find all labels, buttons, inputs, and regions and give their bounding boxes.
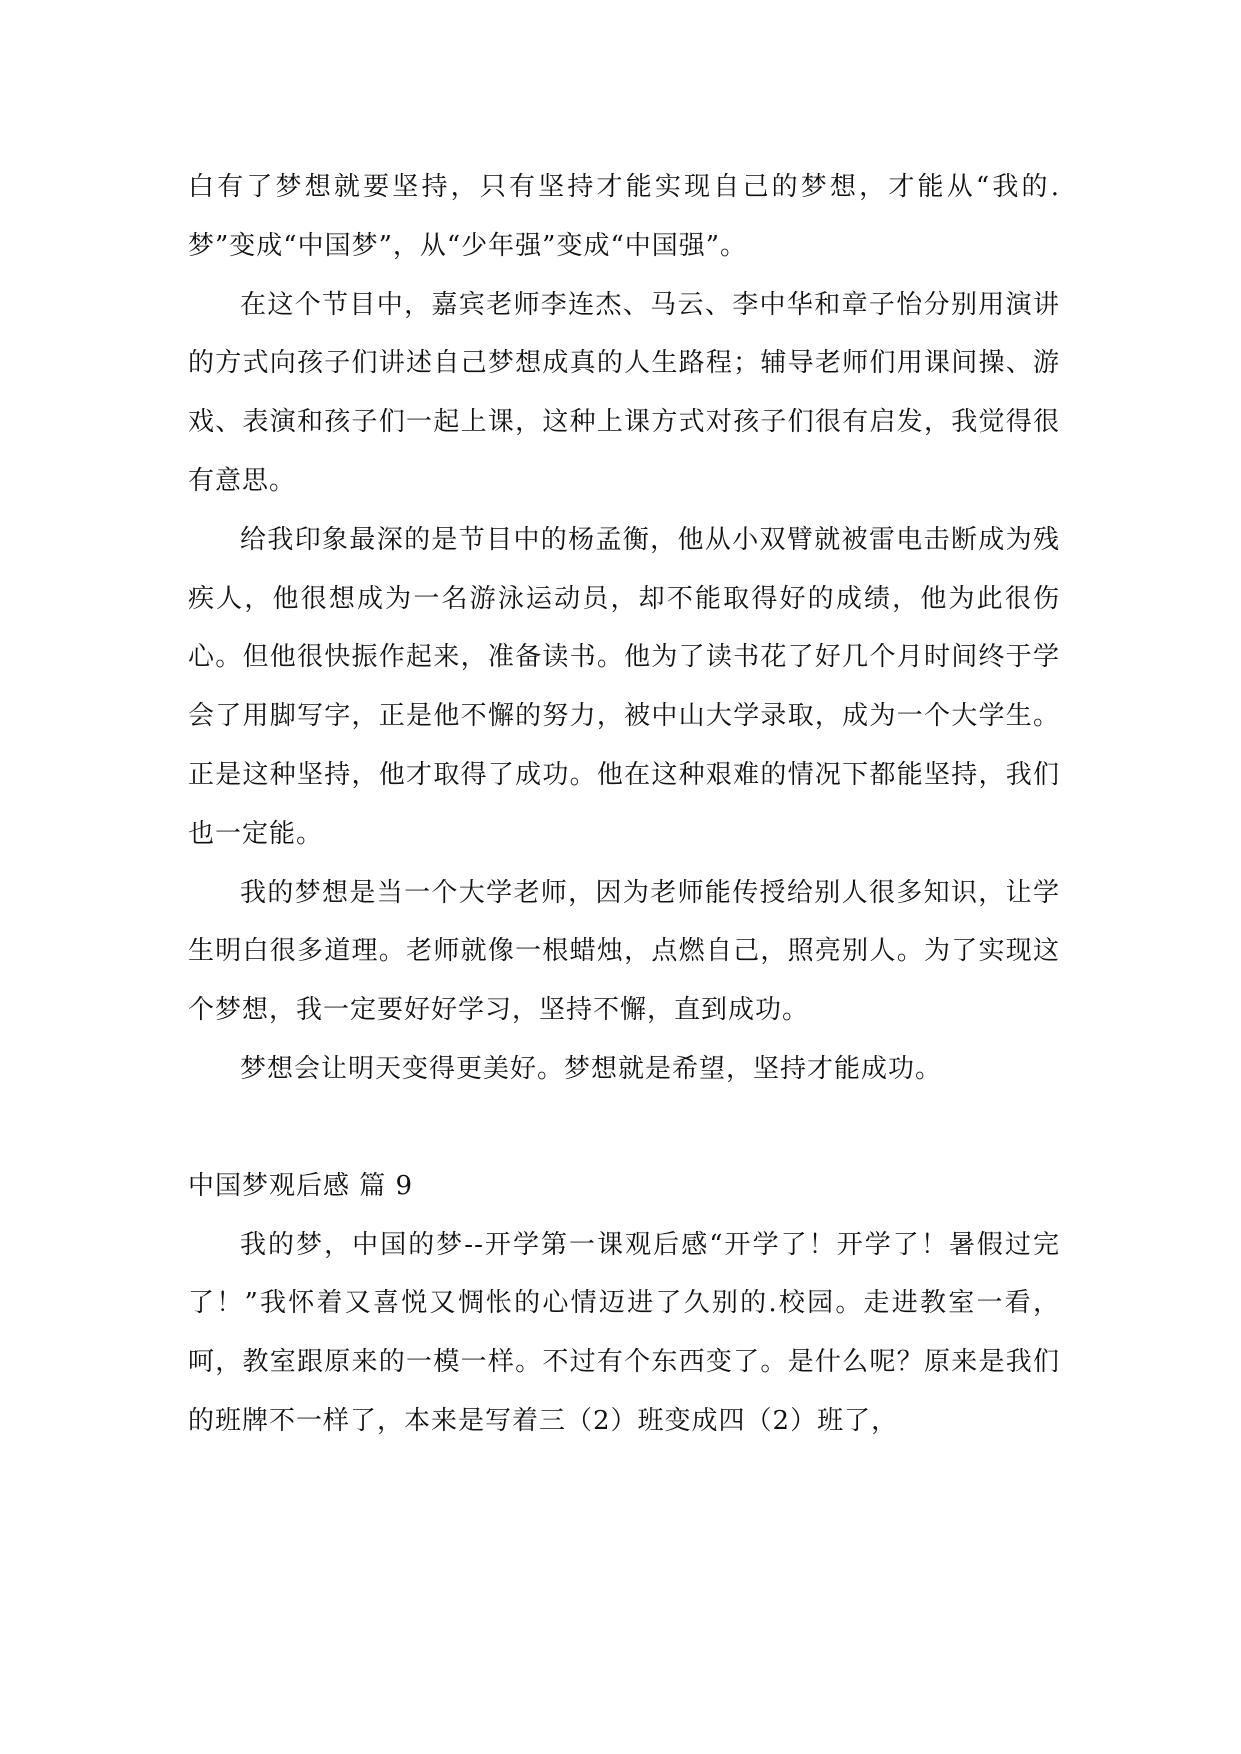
section-title: 中国梦观后感 篇 9 bbox=[188, 1170, 414, 1201]
section-spacer bbox=[188, 1099, 1060, 1157]
document-body bbox=[188, 158, 1060, 1451]
paragraph-3: 给我印象最深的是节目中的杨孟衡，他从小双臂就被雷电击断成为残疾人，他很想成为一名游泳运动员，却不能取得好的成绩，他为此很伤心。但他很快振作起来，准备读书。他为了读书花了好几个月时间终于学会了用脚写字，正是他不懈的努力，被中山大学录取，成为一个大学生。正是这种坚持，他才取得了成功。他在这种艰难的情况下都能坚持，我们也一定能。 bbox=[188, 524, 1060, 849]
paragraph-5: 梦想会让明天变得更美好。梦想就是希望，坚持才能成功。 bbox=[240, 1053, 943, 1084]
paragraph-2: 在这个节目中，嘉宾老师李连杰、马云、李中华和章子怡分别用演讲的方式向孩子们讲述自己梦想成真的人生路程；辅导老师们用课间操、游戏、表演和孩子们一起上课，这种上课方式对孩子们很有启发，我觉得很有意思。 bbox=[188, 289, 1060, 496]
paragraph-6: 我的梦，中国的梦--开学第一课观后感“开学了！开学了！暑假过完了！”我怀着又喜悦又惆怅的心情迈进了久别的.校园。走进教室一看，呵，教室跟原来的一模一样。不过有个东西变了。是什么呢？原来是我们的班牌不一样了，本来是写着三（2）班变成四（2）班了， bbox=[188, 1229, 1060, 1436]
paragraph-1: 白有了梦想就要坚持，只有坚持才能实现自己的梦想，才能从“我的.梦”变成“中国梦”，从“少年强”变成“中国强”。 bbox=[188, 172, 1060, 261]
paragraph-4: 我的梦想是当一个大学老师，因为老师能传授给别人很多知识，让学生明白很多道理。老师就像一根蜡烛，点燃自己，照亮别人。为了实现这个梦想，我一定要好好学习，坚持不懈，直到成功。 bbox=[188, 877, 1060, 1026]
